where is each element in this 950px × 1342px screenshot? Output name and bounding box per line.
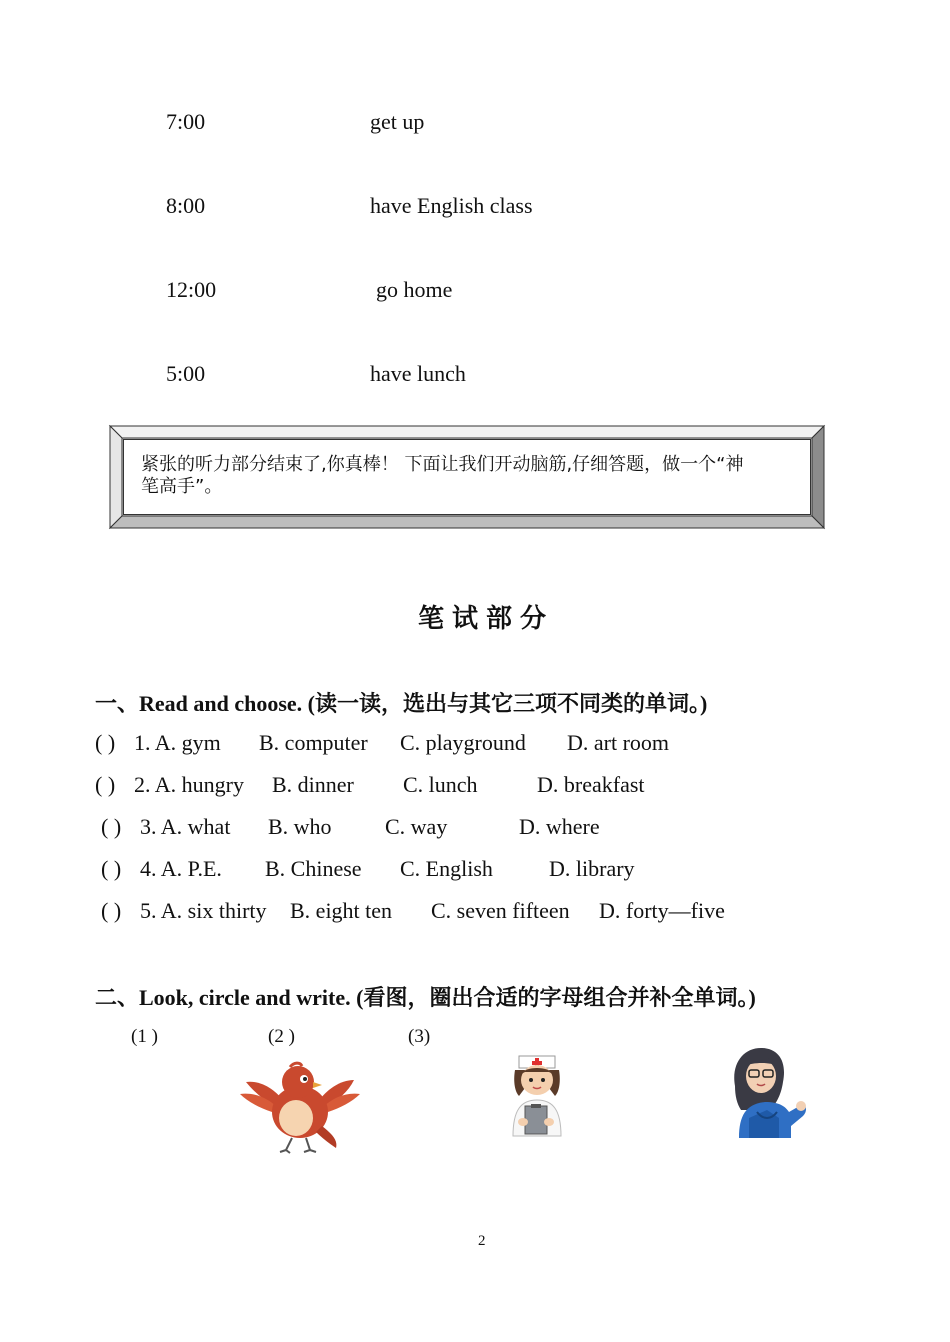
schedule-activity-3: go home — [376, 277, 453, 302]
q1-option-d: D. art room — [567, 730, 670, 755]
girl-image — [727, 1046, 809, 1138]
bird-image — [236, 1060, 364, 1155]
schedule-activity-4: have lunch — [370, 361, 466, 386]
q5-option-a: 5. A. six thirty — [140, 898, 267, 923]
q1-option-b: B. computer — [259, 730, 368, 755]
schedule-time-1: 7:00 — [166, 109, 206, 134]
picture-label-2: (2 ) — [268, 1026, 295, 1047]
encouragement-banner — [110, 426, 824, 528]
q3-option-d: D. where — [519, 814, 600, 839]
q3-option-b: B. who — [268, 814, 332, 839]
q3-option-c: C. way — [385, 814, 448, 839]
q2-option-a: 2. A. hungry — [134, 772, 244, 797]
nurse-image — [505, 1048, 569, 1136]
page-number: 2 — [478, 1233, 486, 1249]
schedule-time-4: 5:00 — [166, 361, 206, 386]
q2-option-d: D. breakfast — [537, 772, 645, 797]
picture-label-3: (3) — [408, 1026, 431, 1047]
q2-option-c: C. lunch — [403, 772, 478, 797]
q5-option-c: C. seven fifteen — [431, 898, 570, 923]
q2-bracket: ( ) — [95, 772, 116, 797]
section2-heading: 二、Look, circle and write. (看图，圈出合适的字母组合并补全单词。) — [95, 985, 756, 1010]
q2-option-b: B. dinner — [272, 772, 354, 797]
q3-bracket: ( ) — [101, 814, 122, 839]
q4-option-b: B. Chinese — [265, 856, 362, 881]
schedule-activity-2: have English class — [370, 193, 533, 218]
banner-text: 紧张的听力部分结束了,你真棒！ 下面让我们开动脑筋,仔细答题，做一个“神笔高手”。 — [141, 454, 744, 497]
q1-option-a: 1. A. gym — [134, 730, 221, 755]
q1-option-c: C. playground — [400, 730, 526, 755]
q4-bracket: ( ) — [101, 856, 122, 881]
q5-bracket: ( ) — [101, 898, 122, 923]
q5-option-b: B. eight ten — [290, 898, 393, 923]
picture-label-1: (1 ) — [131, 1026, 158, 1047]
section1-heading: 一、Read and choose. (读一读，选出与其它三项不同类的单词。) — [95, 691, 708, 716]
schedule-time-3: 12:00 — [166, 277, 217, 302]
q4-option-d: D. library — [549, 856, 635, 881]
written-part-title: 笔试部分 — [418, 604, 555, 634]
q3-option-a: 3. A. what — [140, 814, 231, 839]
q4-option-a: 4. A. P.E. — [140, 856, 222, 881]
q1-bracket: ( ) — [95, 730, 116, 755]
schedule-time-2: 8:00 — [166, 193, 206, 218]
schedule-activity-1: get up — [370, 109, 425, 134]
q4-option-c: C. English — [400, 856, 493, 881]
q5-option-d: D. forty—five — [599, 898, 725, 923]
